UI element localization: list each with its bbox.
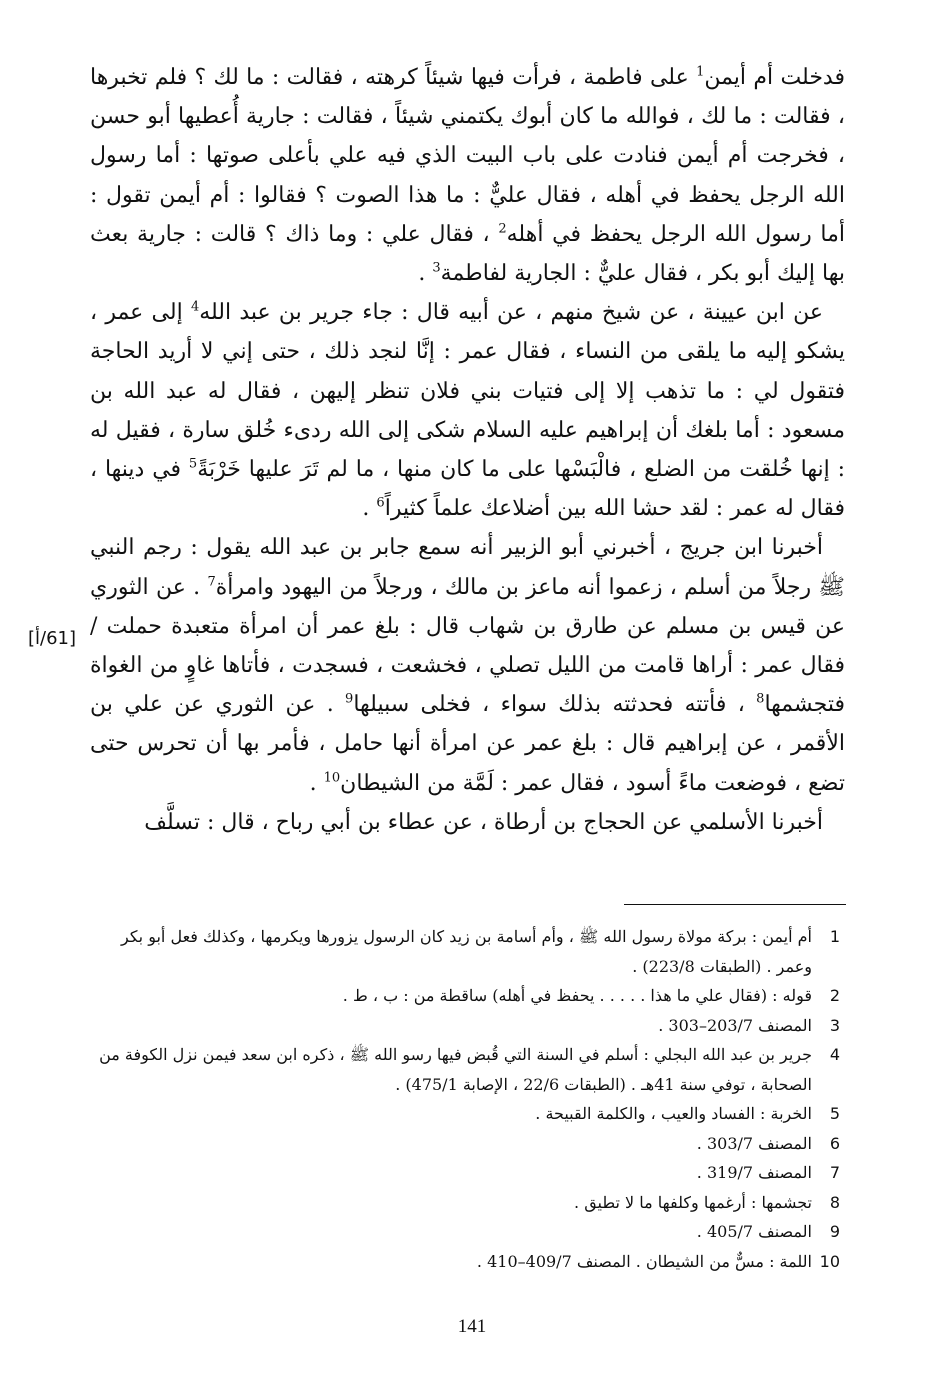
footnote [90, 981, 840, 1011]
footnote-ref: 8 [756, 691, 765, 707]
footnote [90, 1247, 840, 1277]
footnote-number: 2 [829, 986, 840, 1005]
text-run: إلى عمر ، يشكو إليه ما يلقى من النساء ، فقال عمر : إنَّا لنجد ذلك ، حتى إني لا أريد الحاجة فتقول لي : ما تذهب إلا إلى فتيات بني فلان تنظر إليهن ، فقال له عبد الله بن مسعود : أما بلغك أن إبراهيم عليه السلام شكى إلى الله ردىء خُلق سارة ، فقيل له : إنها خُلقت من الضلع ، فالْبَسْها على ما كان منها ، ما لم تَرَ عليها خَرْبَةً [90, 300, 845, 483]
footnote-number: 3 [829, 1015, 840, 1035]
footnote-ref: 6 [376, 495, 385, 511]
text-run: على فاطمة ، فرأت فيها شيئاً كرهته ، فقالت : ما لك ؟ فلم تخبرها ، فقالت : ما لك ، فوالله ما كان أبوك يكتمني شيئاً ، فقالت : جارية أُعطيها أبو حسن ، فخرجت أم أيمن فنادت على باب البيت الذي فيه علي بأعلى صوتها : أما رسول الله الرجل يحفظ في أهله ، فقال عليٌّ : ما هذا الصوت ؟ فقالوا : أم أيمن تقول : أما رسول الله الرجل يحفظ في أهله [90, 65, 846, 247]
footnote-number: 7 [829, 1163, 840, 1182]
footnote-ref: 1 [696, 64, 705, 80]
text-run: أخبرنا ابن جريج ، أخبرني أبو الزبير أنه سمع جابر بن عبد الله يقول : رجم النبي ﷺ رجلاً من أسلم ، زعموا أنه ماعز بن مالك ، ورجلاً من اليهود وامرأة [90, 535, 845, 600]
footnote-ref: 4 [190, 299, 200, 315]
text-run: . [309, 770, 324, 796]
main-text [90, 58, 845, 842]
footnote [90, 1188, 840, 1218]
paragraph-2 [90, 293, 845, 528]
footnote-text: قوله : (فقال علي ما هذا . . . . . يحفظ في أهله) ساقطة من : ب ، ط . [342, 986, 812, 1005]
footnote-number: 4 [829, 1045, 840, 1064]
text-run: . [362, 496, 377, 522]
page-number: 141 [457, 1316, 487, 1337]
footnote [90, 1011, 840, 1041]
text-run: عن ابن عيينة ، عن شيخ منهم ، عن أبيه قال : جاء جرير بن عبد الله [199, 300, 824, 326]
footnote-text: المصنف 405/7 . [696, 1222, 812, 1241]
text-run: ، فأتته فحدثته بذلك سواء ، فخلى سبيلها [353, 692, 757, 718]
text-run: أخبرنا الأسلمي عن الحجاج بن أرطاة ، عن عطاء بن أبي رباح ، قال : تسلَّف [144, 809, 823, 835]
footnote-text: المصنف 319/7 . [696, 1163, 812, 1182]
footnote-text: الخربة : الفساد والعيب ، والكلمة القبيحة . [535, 1104, 812, 1123]
footnote [90, 1040, 840, 1099]
text-run: . [418, 261, 433, 287]
footnote [90, 922, 840, 981]
footnote-number: 8 [829, 1192, 840, 1212]
footnote-ref: 9 [345, 691, 354, 707]
footnote-ref: 2 [498, 221, 507, 237]
footnote-ref: 7 [207, 574, 216, 590]
footnote [90, 1217, 840, 1247]
footnote-text: أم أيمن : بركة مولاة رسول الله ﷺ ، وأم أسامة بن زيد كان الرسول يزورها ويكرمها ، وكذلك فعل أبو بكر وعمر . (الطبقات 223/8) . [121, 927, 812, 976]
paragraph-3 [90, 528, 845, 802]
paragraph-1 [90, 58, 845, 293]
footnote-separator [624, 904, 846, 905]
footnote-number: 9 [829, 1222, 840, 1241]
text-run: . عن الثوري عن علي بن الأقمر ، عن إبراهيم قال : بلغ عمر عن امرأة أنها حامل ، فأمر بها أن تحرس حتى تضع ، فوضعت ماءً أسود ، فقال عمر : لَمَّة من الشيطان [90, 692, 845, 796]
text-run: في دينها ، فقال له عمر : لقد حشا الله بين أضلاعك علماً كثيراً [90, 457, 845, 522]
manuscript-folio-marker: [61/أ] [28, 628, 77, 649]
text-run: فدخلت أم أيمن [704, 65, 845, 90]
footnotes [90, 922, 840, 1276]
footnote [90, 1099, 840, 1129]
footnote-number: 6 [829, 1133, 840, 1153]
footnote-ref: 10 [323, 770, 341, 786]
footnote-number: 10 [819, 1251, 840, 1271]
footnote-ref: 5 [188, 456, 198, 472]
footnote-text: اللمة : مسٌّ من الشيطان . المصنف 409/7–410 . [476, 1251, 812, 1271]
footnote [90, 1158, 840, 1188]
text-run: ، فقال علي : وما ذاك ؟ قالت : جارية بعث بها إليك أبو بكر ، فقال عليٌّ : الجارية لفاطمة [90, 221, 845, 287]
footnote-text: المصنف 303/7 . [696, 1133, 812, 1153]
text-run: . عن الثوري عن قيس بن مسلم عن طارق بن شهاب قال : بلغ عمر أن امرأة متعبدة حملت / فقال عمر : أراها قامت من الليل تصلي ، فخشعت ، فسجدت ، فأتاها غاوٍ من الغواة فتجشمها [90, 574, 845, 718]
footnote-text: جرير بن عبد الله البجلي : أسلم في السنة التي قُبض فيها رسو الله ﷺ ، ذكره ابن سعد فيمن نزل الكوفة من الصحابة ، توفي سنة 41هـ . (الطبقات 22/6 ، الإصابة 475/1) . [99, 1045, 812, 1094]
footnote-text: تجشمها : أرغمها وكلفها ما لا تطيق . [574, 1192, 812, 1212]
footnote-number: 5 [829, 1104, 840, 1123]
footnote-text: المصنف 203/7–303 . [658, 1015, 812, 1035]
paragraph-4 [90, 803, 845, 842]
footnote-ref: 3 [432, 260, 441, 276]
footnote [90, 1129, 840, 1159]
footnote-number: 1 [829, 927, 840, 946]
